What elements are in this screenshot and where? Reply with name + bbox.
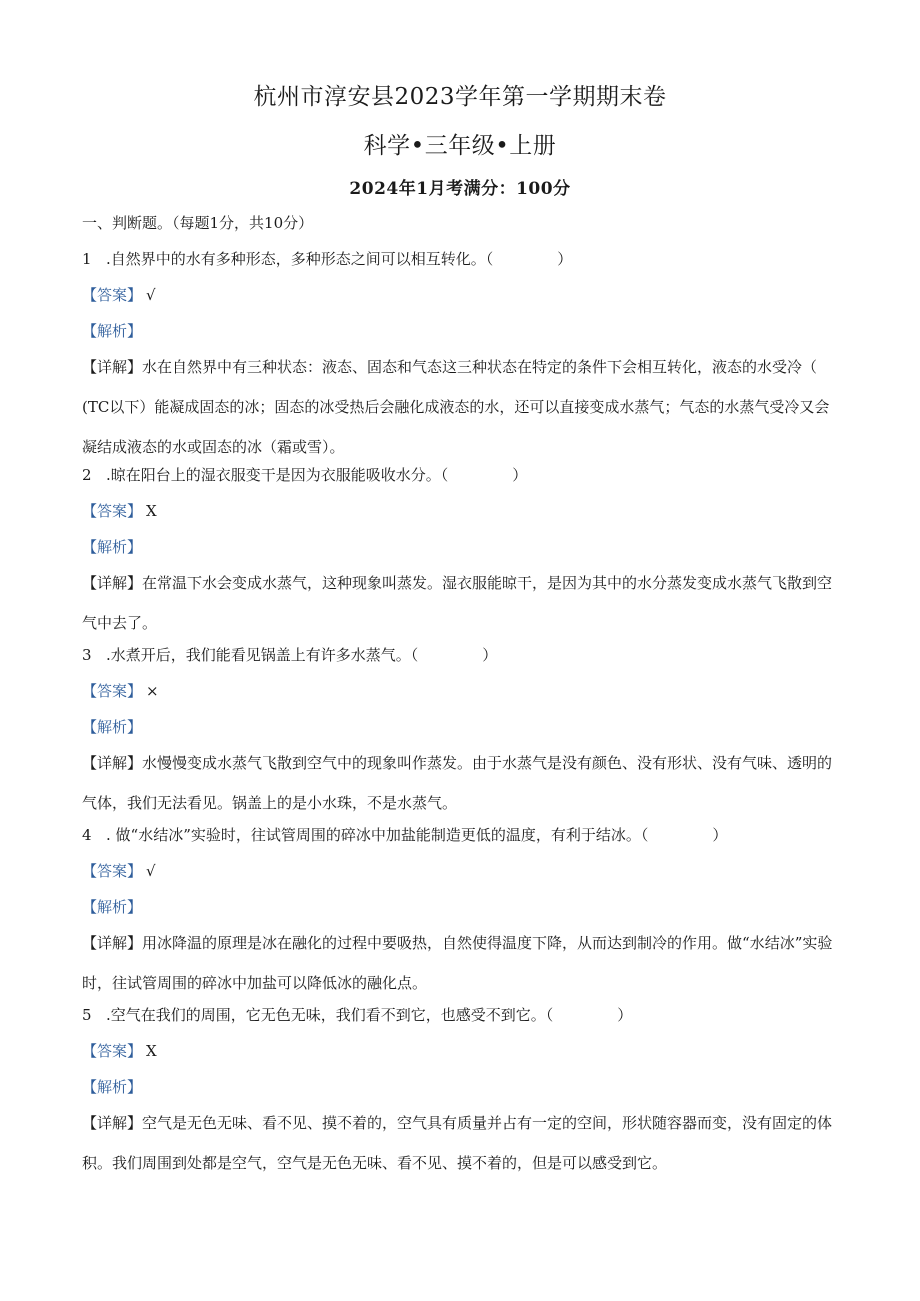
detail-label: 【详解】 bbox=[82, 358, 143, 376]
detail-1 bbox=[82, 347, 842, 467]
answer-label: 【答案】 bbox=[82, 1042, 143, 1060]
question-number: 5 bbox=[82, 1006, 92, 1024]
analysis-label: 【解析】 bbox=[82, 538, 143, 556]
answer-2 bbox=[82, 493, 842, 529]
detail-text: 水慢慢变成水蒸气飞散到空气中的现象叫作蒸发。由于水蒸气是没有颜色、没有形状、没有气味、透明的气体，我们无法看见。锅盖上的是小水珠，不是水蒸气。 bbox=[82, 754, 833, 812]
detail-text: 在常温下水会变成水蒸气，这种现象叫蒸发。湿衣服能晾干，是因为其中的水分蒸发变成水蒸气飞散到空气中去了。 bbox=[82, 574, 833, 632]
question-number: 3 bbox=[82, 646, 92, 664]
detail-label: 【详解】 bbox=[82, 574, 143, 592]
question-2 bbox=[82, 457, 842, 493]
analysis-label: 【解析】 bbox=[82, 1078, 143, 1096]
question-paren-close: ） bbox=[557, 250, 573, 268]
question-5 bbox=[82, 997, 842, 1033]
question-text: .自然界中的水有多种形态，多种形态之间可以相互转化。（ bbox=[106, 250, 494, 268]
answer-value: √ bbox=[146, 862, 156, 880]
detail-label: 【详解】 bbox=[82, 1114, 143, 1132]
answer-label: 【答案】 bbox=[82, 682, 143, 700]
detail-5 bbox=[82, 1103, 842, 1183]
answer-5 bbox=[82, 1033, 842, 1069]
analysis-3 bbox=[82, 709, 842, 745]
analysis-label: 【解析】 bbox=[82, 898, 143, 916]
analysis-5 bbox=[82, 1069, 842, 1105]
question-text: .水煮开后，我们能看见锅盖上有许多水蒸气。（ bbox=[106, 646, 419, 664]
answer-4 bbox=[82, 853, 842, 889]
analysis-label: 【解析】 bbox=[82, 322, 143, 340]
detail-label: 【详解】 bbox=[82, 934, 143, 952]
exam-title: 杭州市淳安县2023学年第一学期期末卷 bbox=[253, 84, 667, 110]
question-paren-close: ） bbox=[617, 1006, 633, 1024]
question-paren-close: ） bbox=[512, 466, 528, 484]
question-number: 1 bbox=[82, 250, 92, 268]
detail-text: 水在自然界中有三种状态：液态、固态和气态这三种状态在特定的条件下会相互转化，液态的水受冷（ (TC以下）能凝成固态的冰；固态的冰受热后会融化成液态的水，还可以直接变成水蒸气；气态的水蒸气受冷又会凝结成液态的水或固态的冰（霜或雪）。 bbox=[82, 358, 830, 456]
answer-value: √ bbox=[146, 286, 156, 304]
exam-meta: 2024年1月考满分：100分 bbox=[349, 179, 571, 199]
question-text: . 做“水结冰”实验时，往试管周围的碎冰中加盐能制造更低的温度，有利于结冰。（ bbox=[106, 826, 649, 844]
detail-3 bbox=[82, 743, 842, 823]
detail-4 bbox=[82, 923, 842, 1003]
answer-1 bbox=[82, 277, 842, 313]
question-3 bbox=[82, 637, 842, 673]
answer-label: 【答案】 bbox=[82, 862, 143, 880]
answer-value: X bbox=[146, 502, 157, 520]
question-number: 2 bbox=[82, 466, 92, 484]
question-1 bbox=[82, 241, 842, 277]
analysis-label: 【解析】 bbox=[82, 718, 143, 736]
answer-value: X bbox=[146, 1042, 157, 1060]
question-text: .空气在我们的周围，它无色无味，我们看不到它，也感受不到它。（ bbox=[106, 1006, 554, 1024]
question-4 bbox=[82, 817, 842, 853]
detail-label: 【详解】 bbox=[82, 754, 143, 772]
exam-subtitle: 科学•三年级•上册 bbox=[363, 133, 557, 159]
analysis-1 bbox=[82, 313, 842, 349]
detail-text: 用冰降温的原理是冰在融化的过程中要吸热，自然使得温度下降，从而达到制冷的作用。做“水结冰”实验时，往试管周围的碎冰中加盐可以降低冰的融化点。 bbox=[82, 934, 833, 992]
detail-text: 空气是无色无味、看不见、摸不着的，空气具有质量并占有一定的空间，形状随容器而变，没有固定的体积。我们周围到处都是空气，空气是无色无味、看不见、摸不着的，但是可以感受到它。 bbox=[82, 1114, 833, 1172]
analysis-2 bbox=[82, 529, 842, 565]
question-paren-close: ） bbox=[712, 826, 728, 844]
answer-label: 【答案】 bbox=[82, 286, 143, 304]
analysis-4 bbox=[82, 889, 842, 925]
section-heading: 一、判断题。（每题1分，共10分） bbox=[82, 214, 314, 232]
question-paren-close: ） bbox=[482, 646, 498, 664]
answer-label: 【答案】 bbox=[82, 502, 143, 520]
question-number: 4 bbox=[82, 826, 92, 844]
detail-2 bbox=[82, 563, 842, 643]
question-text: .晾在阳台上的湿衣服变干是因为衣服能吸收水分。（ bbox=[106, 466, 449, 484]
answer-value: × bbox=[146, 682, 159, 700]
answer-3 bbox=[82, 673, 842, 709]
